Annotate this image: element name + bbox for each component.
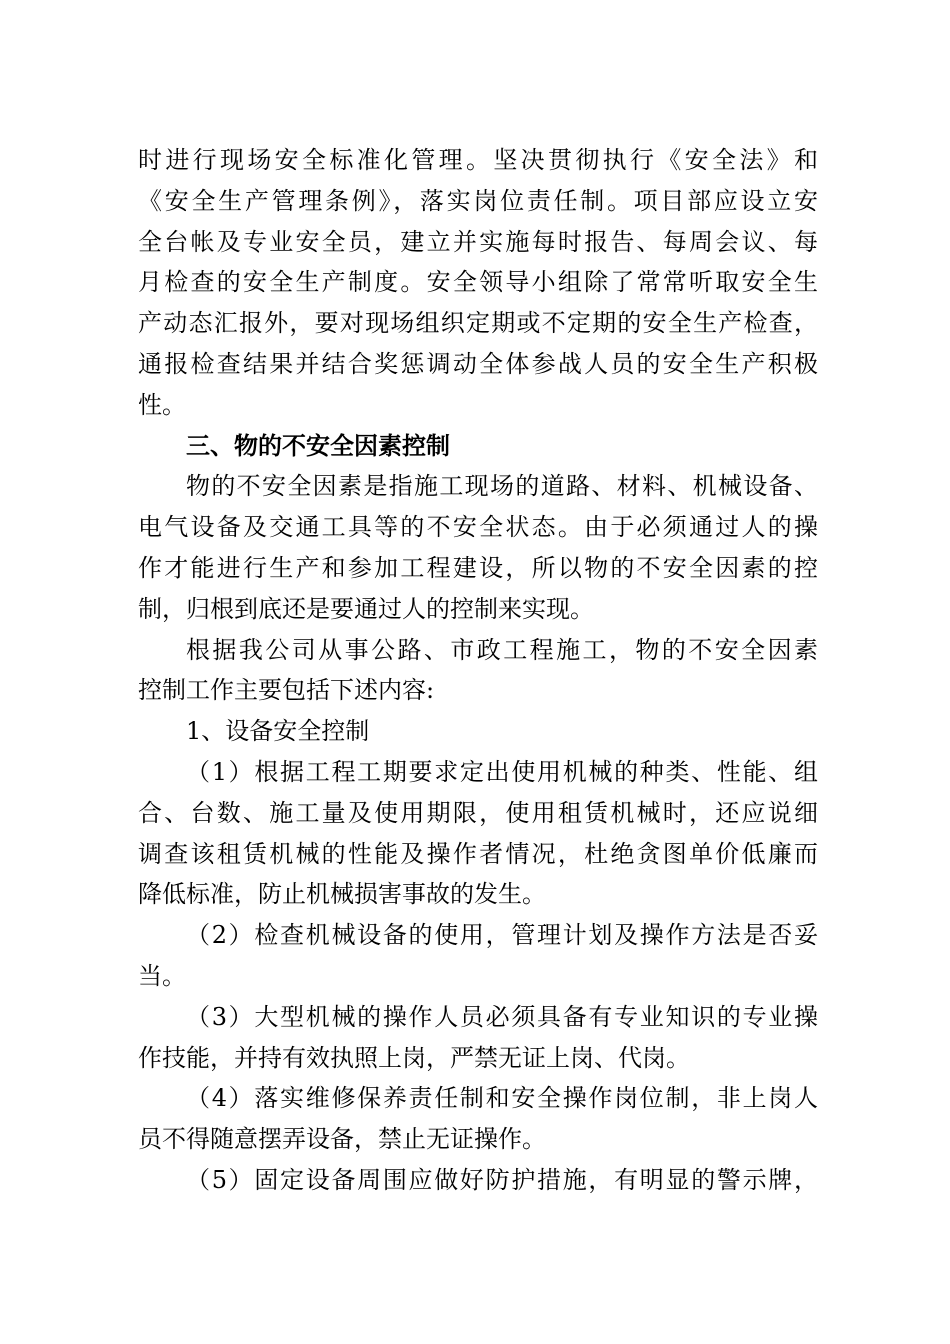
body-line: 性。 (138, 390, 186, 419)
list-item: （3）大型机械的操作人员必须具备有专业知识的专业操 (186, 1002, 818, 1031)
body-line: 产动态汇报外，要对现场组织定期或不定期的安全生产检查， (138, 309, 818, 338)
body-line: 作才能进行生产和参加工程建设，所以物的不安全因素的控 (138, 553, 818, 582)
body-line: 全台帐及专业安全员，建立并实施每时报告、每周会议、每 (138, 227, 818, 256)
body-line: 控制工作主要包括下述内容: (138, 676, 435, 705)
body-line: 降低标准，防止机械损害事故的发生。 (138, 880, 546, 909)
list-item: （4）落实维修保养责任制和安全操作岗位制，非上岗人 (186, 1084, 818, 1113)
body-line: 时进行现场安全标准化管理。坚决贯彻执行《安全法》和 (138, 146, 818, 174)
body-line: 员不得随意摆弄设备，禁止无证操作。 (138, 1125, 546, 1154)
body-line: 制，归根到底还是要通过人的控制来实现。 (138, 594, 594, 623)
body-line: 作技能，并持有效执照上岗，严禁无证上岗、代岗。 (138, 1043, 690, 1072)
document-body (138, 140, 818, 1201)
body-line: 电气设备及交通工具等的不安全状态。由于必须通过人的操 (138, 513, 818, 542)
list-item: （5）固定设备周围应做好防护措施，有明显的警示牌， (186, 1165, 818, 1194)
body-line: 《安全生产管理条例》，落实岗位责任制。项目部应设立安 (138, 186, 818, 215)
subsection-heading: 1、设备安全控制 (186, 717, 370, 746)
list-item: （2）检查机械设备的使用，管理计划及操作方法是否妥 (186, 921, 818, 950)
body-line: 调查该租赁机械的性能及操作者情况，杜绝贪图单价低廉而 (138, 839, 818, 868)
body-line: 合、台数、施工量及使用期限，使用租赁机械时，还应说细 (138, 798, 818, 827)
body-line: 根据我公司从事公路、市政工程施工，物的不安全因素 (186, 635, 818, 664)
body-line: 物的不安全因素是指施工现场的道路、材料、机械设备、 (186, 472, 818, 501)
body-line: 月检查的安全生产制度。安全领导小组除了常常听取安全生 (138, 268, 818, 297)
body-line: 当。 (138, 961, 186, 990)
section-heading: 三、物的不安全因素控制 (186, 431, 450, 460)
body-line: 通报检查结果并结合奖惩调动全体参战人员的安全生产积极 (138, 349, 818, 378)
list-item: （1）根据工程工期要求定出使用机械的种类、性能、组 (186, 757, 818, 786)
